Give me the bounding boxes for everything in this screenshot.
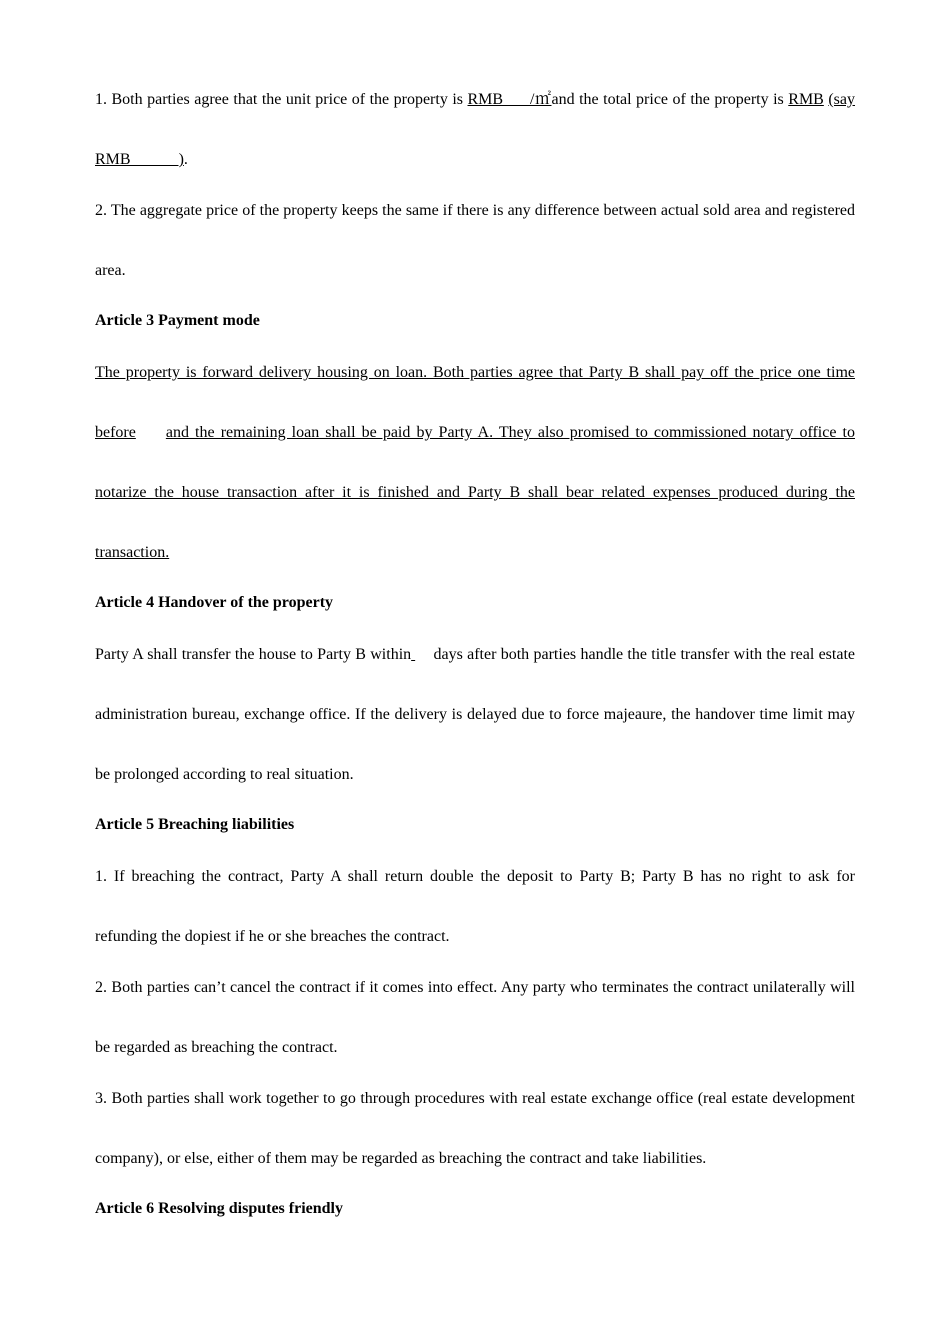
payment-mode-text-b: and the remaining loan shall be paid by Party A. They also promised to commissioned notary office to notarize the house transaction after it is finished and Party B shall bear related expenses produced during the transaction. — [95, 424, 855, 561]
handover-text-b: days after both parties handle the title transfer with the real estate administration bureau, exchange office. If the delivery is delayed due to force majeaure, the handover time limit may be prolonged according to real situation. — [95, 646, 856, 783]
handover-clause — [95, 625, 855, 805]
payment-mode-text-a: The property is forward delivery housing on loan. Both parties agree that Party B shall pay off the price one time before — [95, 364, 855, 441]
price-clause-intro: 1. Both parties agree that the unit price of the property is — [95, 91, 468, 108]
payment-mode-clause — [95, 343, 855, 583]
article-4-heading: Article 4 Handover of the property — [95, 594, 334, 611]
price-clause — [95, 70, 855, 190]
article-5-heading: Article 5 Breaching liabilities — [95, 816, 295, 833]
total-price-words-blank: (say RMB ) — [95, 91, 855, 168]
handover-text-a: Party A shall transfer the house to Party B within — [95, 646, 412, 663]
total-price-blank: RMB — [788, 91, 824, 108]
price-clause-middle: and the total price of the property is — [551, 91, 789, 108]
breach-clause-2: 2. Both parties can’t cancel the contract if it comes into effect. Any party who terminates the contract unilaterally will be regarded as breaching the contract. — [95, 979, 855, 1056]
unit-price-blank: RMB /㎡ — [467, 91, 552, 108]
breach-clause-1: 1. If breaching the contract, Party A shall return double the deposit to Party B; Party B has no right to ask for refunding the dopiest if he or she breaches the contract. — [95, 868, 855, 945]
aggregate-price-clause: 2. The aggregate price of the property keeps the same if there is any difference between actual sold area and registered area. — [95, 202, 855, 279]
handover-days-blank — [411, 625, 429, 685]
article-3-heading: Article 3 Payment mode — [95, 312, 260, 329]
article-6-heading: Article 6 Resolving disputes friendly — [95, 1200, 343, 1217]
breach-clause-3: 3. Both parties shall work together to go through procedures with real estate exchange office (real estate development company), or else, either of them may be regarded as breaching the contract and take liabilities. — [95, 1090, 855, 1167]
payment-date-blank — [136, 403, 166, 463]
price-clause-end: . — [183, 151, 188, 168]
